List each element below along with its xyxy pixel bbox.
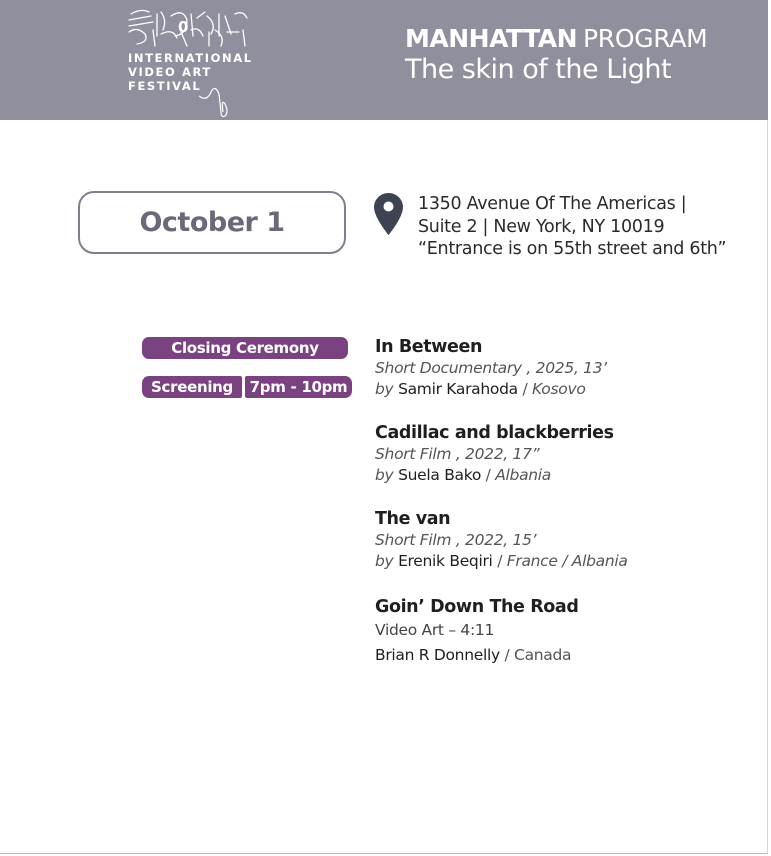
logo-line-video-art: VIDEO ART <box>128 65 212 79</box>
logo-scribble <box>197 82 233 118</box>
film-country: France / Albania <box>506 552 628 570</box>
header-banner <box>0 0 768 120</box>
film-credit <box>375 465 614 486</box>
film-country: Albania <box>495 466 552 484</box>
film-entry <box>375 423 614 486</box>
logo-signature-mark <box>127 6 251 50</box>
address-line-2: Suite 2 | New York, NY 10019 <box>418 216 665 237</box>
logo-line-international: INTERNATIONAL <box>128 51 253 65</box>
film-entry <box>375 597 578 668</box>
credit-by: by <box>375 552 394 570</box>
address-line-1: 1350 Avenue Of The Americas | <box>418 194 687 214</box>
credit-separator: / <box>499 646 515 664</box>
film-credit <box>375 643 578 668</box>
logo-line-festival: FESTIVAL <box>128 79 202 93</box>
film-meta: Short Film , 2022, 15’ <box>375 531 537 549</box>
film-director: Samir Karahoda <box>398 380 518 398</box>
film-entry <box>375 509 628 572</box>
film-director: Erenik Beqiri <box>398 552 493 570</box>
closing-ceremony-badge: Closing Ceremony <box>142 337 348 359</box>
event-date: October 1 <box>139 207 285 238</box>
program-title-word: PROGRAM <box>583 24 708 53</box>
film-credit <box>375 379 607 400</box>
film-country: Canada <box>514 646 572 664</box>
film-country: Kosovo <box>532 380 586 398</box>
credit-by: by <box>375 380 394 398</box>
film-director: Brian R Donnelly <box>375 646 500 664</box>
screening-time-badge: 7pm - 10pm <box>245 376 352 398</box>
event-date-box <box>78 191 346 254</box>
map-pin-icon <box>374 193 403 235</box>
screening-badge: Screening <box>142 376 242 398</box>
program-title-block <box>405 24 707 85</box>
credit-separator: / <box>517 380 532 398</box>
film-credit <box>375 551 628 572</box>
film-title: Goin’ Down The Road <box>375 597 579 617</box>
film-meta: Short Film , 2022, 17” <box>375 445 540 463</box>
credit-by: by <box>375 466 394 484</box>
film-title: In Between <box>375 337 482 357</box>
credit-separator: / <box>481 466 496 484</box>
film-title: Cadillac and blackberries <box>375 423 614 443</box>
program-subtitle: The skin of the Light <box>405 54 672 85</box>
festival-logo <box>127 6 257 118</box>
address-line-3: “Entrance is on 55th street and 6th” <box>418 239 727 259</box>
film-entry <box>375 337 607 400</box>
film-meta: Video Art – 4:11 <box>375 621 495 639</box>
film-meta: Short Documentary , 2025, 13’ <box>375 359 607 377</box>
svg-text:0: 0 <box>178 18 189 36</box>
program-title-city: MANHATTAN <box>405 24 577 53</box>
credit-separator: / <box>492 552 507 570</box>
event-address <box>418 193 726 261</box>
film-title: The van <box>375 509 451 529</box>
film-director: Suela Bako <box>398 466 482 484</box>
